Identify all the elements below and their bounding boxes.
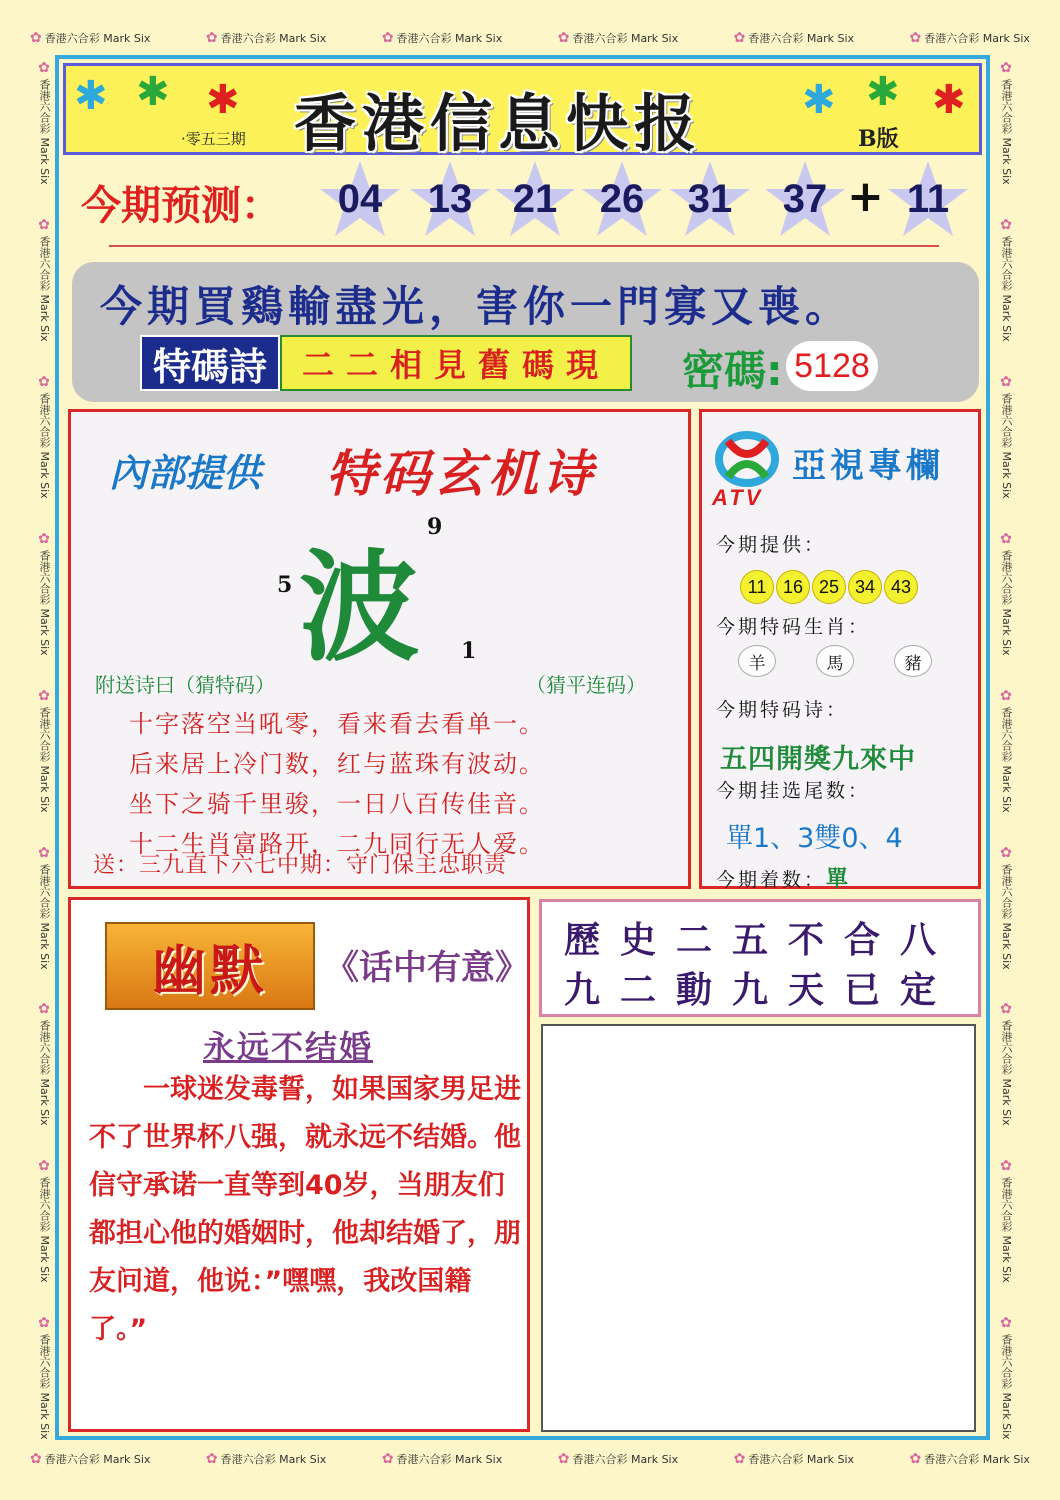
number-ball: 43 bbox=[884, 570, 918, 604]
flower-icon: ✿ bbox=[998, 1001, 1014, 1018]
asterisk-icon: ✱ bbox=[866, 69, 900, 115]
header bbox=[63, 63, 982, 160]
divider bbox=[109, 245, 939, 247]
count-row bbox=[716, 862, 851, 893]
flower-icon: ✿ bbox=[36, 1315, 52, 1332]
history-line: 九二動九天已定 bbox=[564, 969, 957, 1011]
hint-number: 5 bbox=[277, 572, 293, 598]
watermark-item: ✿ 香港六合彩 Mark Six bbox=[998, 687, 1014, 813]
flower-icon: ✿ bbox=[998, 530, 1014, 547]
flower-icon: ✿ bbox=[998, 60, 1014, 76]
prediction-number: 37 bbox=[762, 159, 848, 239]
poem-line: 坐下之骑千里骏，一日八百传佳音。 bbox=[129, 790, 545, 818]
watermark-item: ✿ 香港六合彩 Mark Six bbox=[381, 1451, 503, 1467]
flower-icon: ✿ bbox=[998, 687, 1014, 704]
flower-icon: ✿ bbox=[205, 30, 218, 46]
flower-icon: ✿ bbox=[36, 844, 52, 861]
hint-number: 9 bbox=[427, 514, 443, 540]
flower-icon: ✿ bbox=[30, 1451, 42, 1467]
watermark-item: ✿ 香港六合彩 Mark Six bbox=[998, 1001, 1014, 1127]
humor-subtitle: 《话中有意》 bbox=[325, 948, 529, 988]
poem-line: 十二生肖富路开，二九同行无人爱。 bbox=[129, 830, 545, 858]
flower-icon: ✿ bbox=[30, 30, 42, 46]
watermark-item: ✿ 香港六合彩 Mark Six bbox=[998, 844, 1014, 970]
humor-body: 一球迷发毒誓，如果国家男足进不了世界杯八强，就永远不结婚。他信守承诺一直等到40岁，当朋友们都担心他的婚姻时，他却结婚了，朋友问道，他说：”嘿嘿，我改国籍了。” bbox=[89, 1074, 521, 1345]
edition-label: B版 bbox=[858, 126, 899, 152]
flower-icon: ✿ bbox=[557, 30, 570, 46]
flower-icon: ✿ bbox=[205, 1451, 218, 1467]
flower-icon: ✿ bbox=[998, 373, 1014, 390]
history-line: 歷史二五不合八 bbox=[564, 919, 957, 961]
zodiac-row bbox=[738, 645, 932, 677]
poem-label: 今期特码诗： bbox=[716, 699, 849, 721]
zodiac-label: 今期特码生肖： bbox=[716, 616, 871, 638]
watermark-item: ✿ 香港六合彩 Mark Six bbox=[36, 1315, 52, 1440]
watermark-item: ✿ 香港六合彩 Mark Six bbox=[998, 1315, 1014, 1440]
watermark-left bbox=[33, 60, 55, 1440]
flower-icon: ✿ bbox=[36, 530, 52, 547]
watermark-top bbox=[30, 27, 1030, 49]
flower-icon: ✿ bbox=[909, 1451, 922, 1467]
tail-value: 單1、3雙0、4 bbox=[726, 823, 903, 854]
watermark-item: ✿ 香港六合彩 Mark Six bbox=[909, 1451, 1030, 1467]
zodiac-badge: 馬 bbox=[816, 645, 854, 677]
humor-title: 永远不结婚 bbox=[203, 1028, 374, 1066]
watermark-item: ✿ 香港六合彩 Mark Six bbox=[381, 30, 503, 46]
watermark-item: ✿ 香港六合彩 Mark Six bbox=[998, 1158, 1014, 1284]
plus-sign: + bbox=[847, 171, 884, 222]
flower-icon: ✿ bbox=[381, 30, 394, 46]
watermark-right bbox=[995, 60, 1017, 1440]
special-number: 11 bbox=[885, 159, 971, 239]
watermark-item: ✿ 香港六合彩 Mark Six bbox=[557, 30, 679, 46]
hint-character: 波 bbox=[299, 537, 419, 678]
main-frame bbox=[55, 55, 990, 1440]
prediction-numbers bbox=[317, 159, 977, 239]
prediction-number: 31 bbox=[667, 159, 753, 239]
flower-icon: ✿ bbox=[998, 1158, 1014, 1175]
prediction-number: 13 bbox=[407, 159, 493, 239]
asterisk-icon: ✱ bbox=[206, 77, 240, 123]
watermark-item: ✿ 香港六合彩 Mark Six bbox=[36, 216, 52, 342]
flower-icon: ✿ bbox=[36, 1001, 52, 1018]
tail-label: 今期挂选尾数： bbox=[716, 780, 871, 802]
prediction-number: 21 bbox=[492, 159, 578, 239]
provided-label: 內部提供 bbox=[109, 451, 262, 495]
flower-icon: ✿ bbox=[998, 216, 1014, 233]
issue-number: ·零五三期 bbox=[181, 130, 246, 148]
provided-label: 今期提供： bbox=[716, 534, 827, 556]
watermark-bottom bbox=[30, 1448, 1030, 1470]
watermark-item: ✿ 香港六合彩 Mark Six bbox=[36, 844, 52, 970]
blank-panel bbox=[541, 1024, 976, 1432]
flower-icon: ✿ bbox=[733, 30, 746, 46]
poem-last-line: 送：三九直下六七中期：守门保主忠职责 bbox=[93, 853, 508, 878]
poem-title: 特码玄机诗 bbox=[326, 444, 596, 503]
code-value: 5128 bbox=[786, 341, 878, 391]
bonus-label: 附送诗曰（猜特码） bbox=[95, 673, 275, 697]
prediction-label: 今期预测： bbox=[81, 183, 281, 229]
watermark-item: ✿ 香港六合彩 Mark Six bbox=[733, 30, 855, 46]
watermark-item: ✿ 香港六合彩 Mark Six bbox=[36, 60, 52, 185]
watermark-item: ✿ 香港六合彩 Mark Six bbox=[733, 1451, 855, 1467]
watermark-item: ✿ 香港六合彩 Mark Six bbox=[36, 373, 52, 499]
atv-title: 亞視專欄 bbox=[792, 446, 944, 486]
number-ball: 11 bbox=[740, 570, 774, 604]
asterisk-icon: ✱ bbox=[74, 73, 108, 119]
zodiac-badge: 豬 bbox=[894, 645, 932, 677]
poem-line: 十字落空当吼零，看来看去看单一。 bbox=[129, 710, 545, 738]
ball-row bbox=[740, 570, 918, 604]
headline-banner bbox=[72, 262, 979, 402]
flower-icon: ✿ bbox=[998, 1315, 1014, 1332]
watermark-item: ✿ 香港六合彩 Mark Six bbox=[909, 30, 1030, 46]
watermark-item: ✿ 香港六合彩 Mark Six bbox=[30, 1451, 151, 1467]
number-ball: 25 bbox=[812, 570, 846, 604]
flower-icon: ✿ bbox=[36, 687, 52, 704]
asterisk-icon: ✱ bbox=[802, 77, 836, 123]
bonus-right-label: （猜平连码） bbox=[526, 673, 646, 697]
atv-panel bbox=[699, 409, 981, 892]
watermark-item: ✿ 香港六合彩 Mark Six bbox=[998, 373, 1014, 499]
hint-number: 1 bbox=[461, 638, 477, 664]
history-panel bbox=[539, 899, 981, 1017]
number-ball: 16 bbox=[776, 570, 810, 604]
watermark-item: ✿ 香港六合彩 Mark Six bbox=[998, 216, 1014, 342]
flower-icon: ✿ bbox=[998, 844, 1014, 861]
prediction-number: 26 bbox=[579, 159, 665, 239]
flower-icon: ✿ bbox=[557, 1451, 570, 1467]
watermark-item: ✿ 香港六合彩 Mark Six bbox=[36, 530, 52, 656]
watermark-item: ✿ 香港六合彩 Mark Six bbox=[998, 530, 1014, 656]
humor-badge: 幽默 bbox=[105, 922, 315, 1010]
count-value: 單 bbox=[826, 866, 852, 892]
flower-icon: ✿ bbox=[36, 60, 52, 76]
watermark-item: ✿ 香港六合彩 Mark Six bbox=[557, 1451, 679, 1467]
watermark-item: ✿ 香港六合彩 Mark Six bbox=[36, 687, 52, 813]
flower-icon: ✿ bbox=[733, 1451, 746, 1467]
asterisk-icon: ✱ bbox=[136, 69, 170, 115]
watermark-item: ✿ 香港六合彩 Mark Six bbox=[205, 30, 327, 46]
watermark-item: ✿ 香港六合彩 Mark Six bbox=[36, 1158, 52, 1284]
code-label: 密碼: bbox=[682, 346, 783, 395]
watermark-item: ✿ 香港六合彩 Mark Six bbox=[30, 30, 151, 46]
flower-icon: ✿ bbox=[909, 30, 922, 46]
flower-icon: ✿ bbox=[36, 216, 52, 233]
poem-text: 二二相見舊碼現 bbox=[280, 335, 632, 391]
page-title: 香港信息快报 bbox=[294, 87, 703, 160]
flower-icon: ✿ bbox=[381, 1451, 394, 1467]
headline-text: 今期買鷄輸盡光，害你一門寡又喪。 bbox=[100, 282, 853, 331]
poem-lines bbox=[129, 704, 545, 864]
count-label: 今期着数： bbox=[716, 869, 827, 891]
flower-icon: ✿ bbox=[36, 1158, 52, 1175]
asterisk-icon: ✱ bbox=[932, 77, 966, 123]
zodiac-badge: 羊 bbox=[738, 645, 776, 677]
poem-label: 特碼詩 bbox=[140, 335, 280, 391]
poem-panel bbox=[68, 409, 691, 889]
flower-icon: ✿ bbox=[36, 373, 52, 390]
watermark-item: ✿ 香港六合彩 Mark Six bbox=[36, 1001, 52, 1127]
atv-poem: 五四開獎九來中 bbox=[720, 744, 916, 775]
watermark-item: ✿ 香港六合彩 Mark Six bbox=[205, 1451, 327, 1467]
prediction-number: 04 bbox=[317, 159, 403, 239]
watermark-item: ✿ 香港六合彩 Mark Six bbox=[998, 60, 1014, 185]
poem-line: 后来居上冷门数，红与蓝珠有波动。 bbox=[129, 750, 545, 778]
number-ball: 34 bbox=[848, 570, 882, 604]
humor-panel bbox=[68, 897, 530, 1432]
atv-logo-text: ATV bbox=[712, 485, 764, 510]
